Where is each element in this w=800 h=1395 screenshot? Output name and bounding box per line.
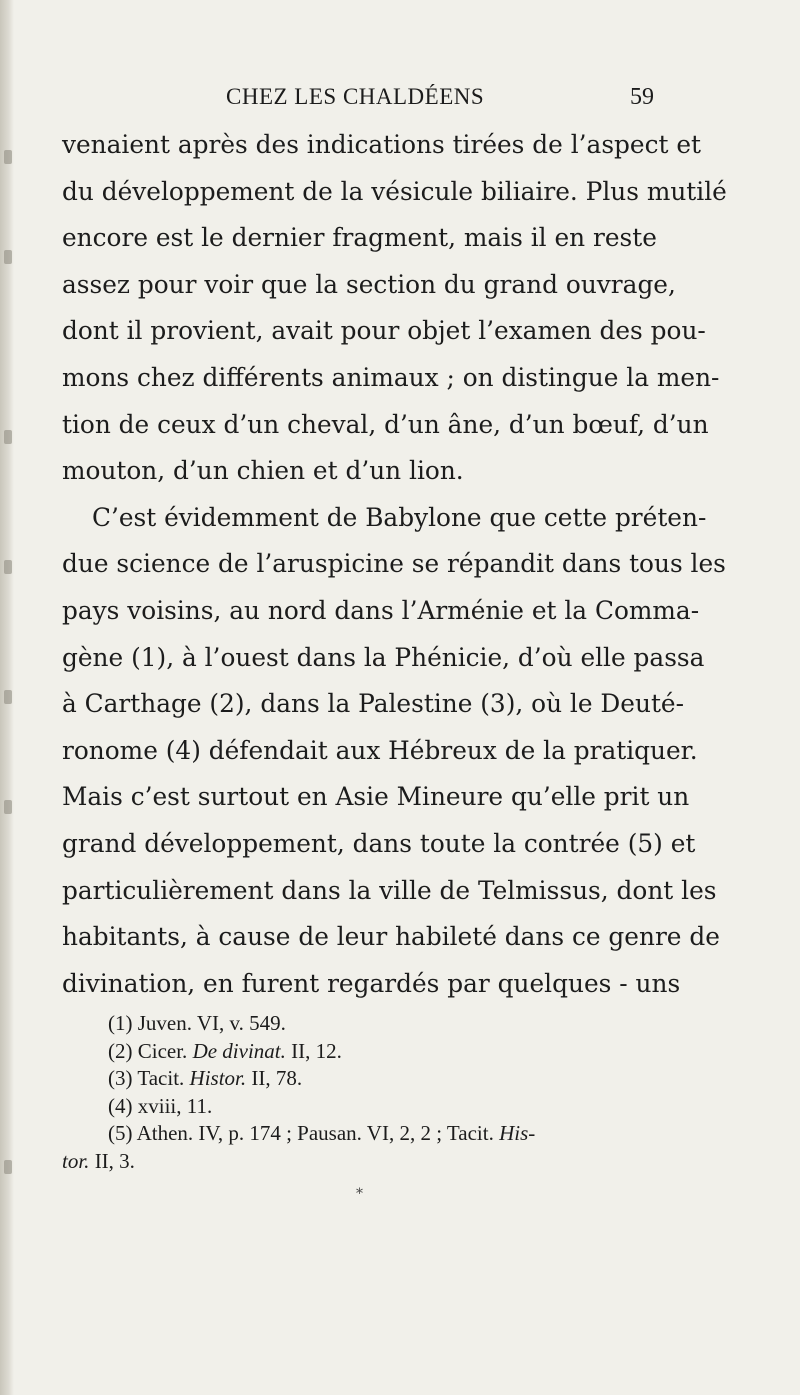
gutter-mark xyxy=(4,430,12,444)
footnote-2-suffix: II, 12. xyxy=(285,1038,342,1063)
footnote-2-prefix: (2) Cicer. xyxy=(108,1038,193,1063)
text-line: pays voisins, au nord dans l’Arménie et la Comma- xyxy=(62,595,700,625)
footnote-5-suffix: II, 3. xyxy=(89,1148,135,1173)
text-line: mouton, d’un chien et d’un lion. xyxy=(62,456,464,486)
text-line: C’est évidemment de Babylone que cette préten- xyxy=(92,502,707,532)
footnote-5-title-start: His- xyxy=(499,1121,536,1145)
text-line: tion de ceux d’un cheval, d’un âne, d’un bœuf, d’un xyxy=(62,409,709,439)
footnote-2 xyxy=(62,1038,652,1066)
text-line: due science de l’aruspicine se répandit dans tous les xyxy=(62,549,726,579)
text-line: habitants, à cause de leur habileté dans ce genre de xyxy=(62,922,720,952)
footnote-5-title-end: tor. xyxy=(62,1148,90,1173)
gutter-mark xyxy=(4,560,12,574)
text-line: mons chez différents animaux ; on distingue la men- xyxy=(62,362,720,392)
footnote-3-suffix: II, 78. xyxy=(246,1066,303,1090)
body-text xyxy=(62,122,727,1007)
page-gutter-shadow xyxy=(0,0,14,1395)
text-line: grand développement, dans toute la contrée (5) et xyxy=(62,828,696,858)
text-line: divination, en furent regardés par quelques - uns xyxy=(62,968,681,998)
footnote-2-title: De divinat. xyxy=(192,1038,286,1063)
gutter-mark xyxy=(4,690,12,704)
text-line: venaient après des indications tirées de l’aspect et xyxy=(62,130,701,159)
gutter-mark xyxy=(4,250,12,264)
page-number: 59 xyxy=(630,84,654,110)
text-line: Mais c’est surtout en Asie Mineure qu’elle prit un xyxy=(62,782,690,812)
text-line: du développement de la vésicule biliaire. Plus mutilé xyxy=(62,176,727,206)
footnote-5-line-1 xyxy=(62,1120,652,1148)
gutter-mark xyxy=(4,800,12,814)
footnote-3-prefix: (3) Tacit. xyxy=(108,1066,190,1090)
footnote-5-text: (5) Athen. IV, p. 174 ; Pausan. VI, 2, 2 ; Tacit. xyxy=(108,1121,500,1145)
text-line: assez pour voir que la section du grand ouvrage, xyxy=(62,269,676,299)
footnotes xyxy=(62,1010,652,1175)
gutter-mark xyxy=(4,1160,12,1174)
gutter-mark xyxy=(4,150,12,164)
text-line: gène (1), à l’ouest dans la Phénicie, d’où elle passa xyxy=(62,642,705,672)
text-line: à Carthage (2), dans la Palestine (3), où le Deuté- xyxy=(62,689,684,719)
text-line: particulièrement dans la ville de Telmissus, dont les xyxy=(62,875,717,905)
text-line: encore est le dernier fragment, mais il en reste xyxy=(62,223,657,253)
footnote-1: (1) Juven. VI, v. 549. xyxy=(108,1011,286,1035)
footnote-5-line-2 xyxy=(62,1148,652,1176)
footnote-3 xyxy=(62,1065,652,1093)
page-header xyxy=(0,84,800,120)
footnote-3-title: Histor. xyxy=(189,1066,247,1090)
running-title: CHEZ LES CHALDÉENS xyxy=(226,84,485,109)
text-line: ronome (4) défendait aux Hébreux de la pratiquer. xyxy=(62,735,698,765)
text-line: dont il provient, avait pour objet l’examen des pou- xyxy=(62,316,706,346)
footnote-4: (4) xviii, 11. xyxy=(108,1093,213,1118)
signature-mark: * xyxy=(356,1186,363,1202)
